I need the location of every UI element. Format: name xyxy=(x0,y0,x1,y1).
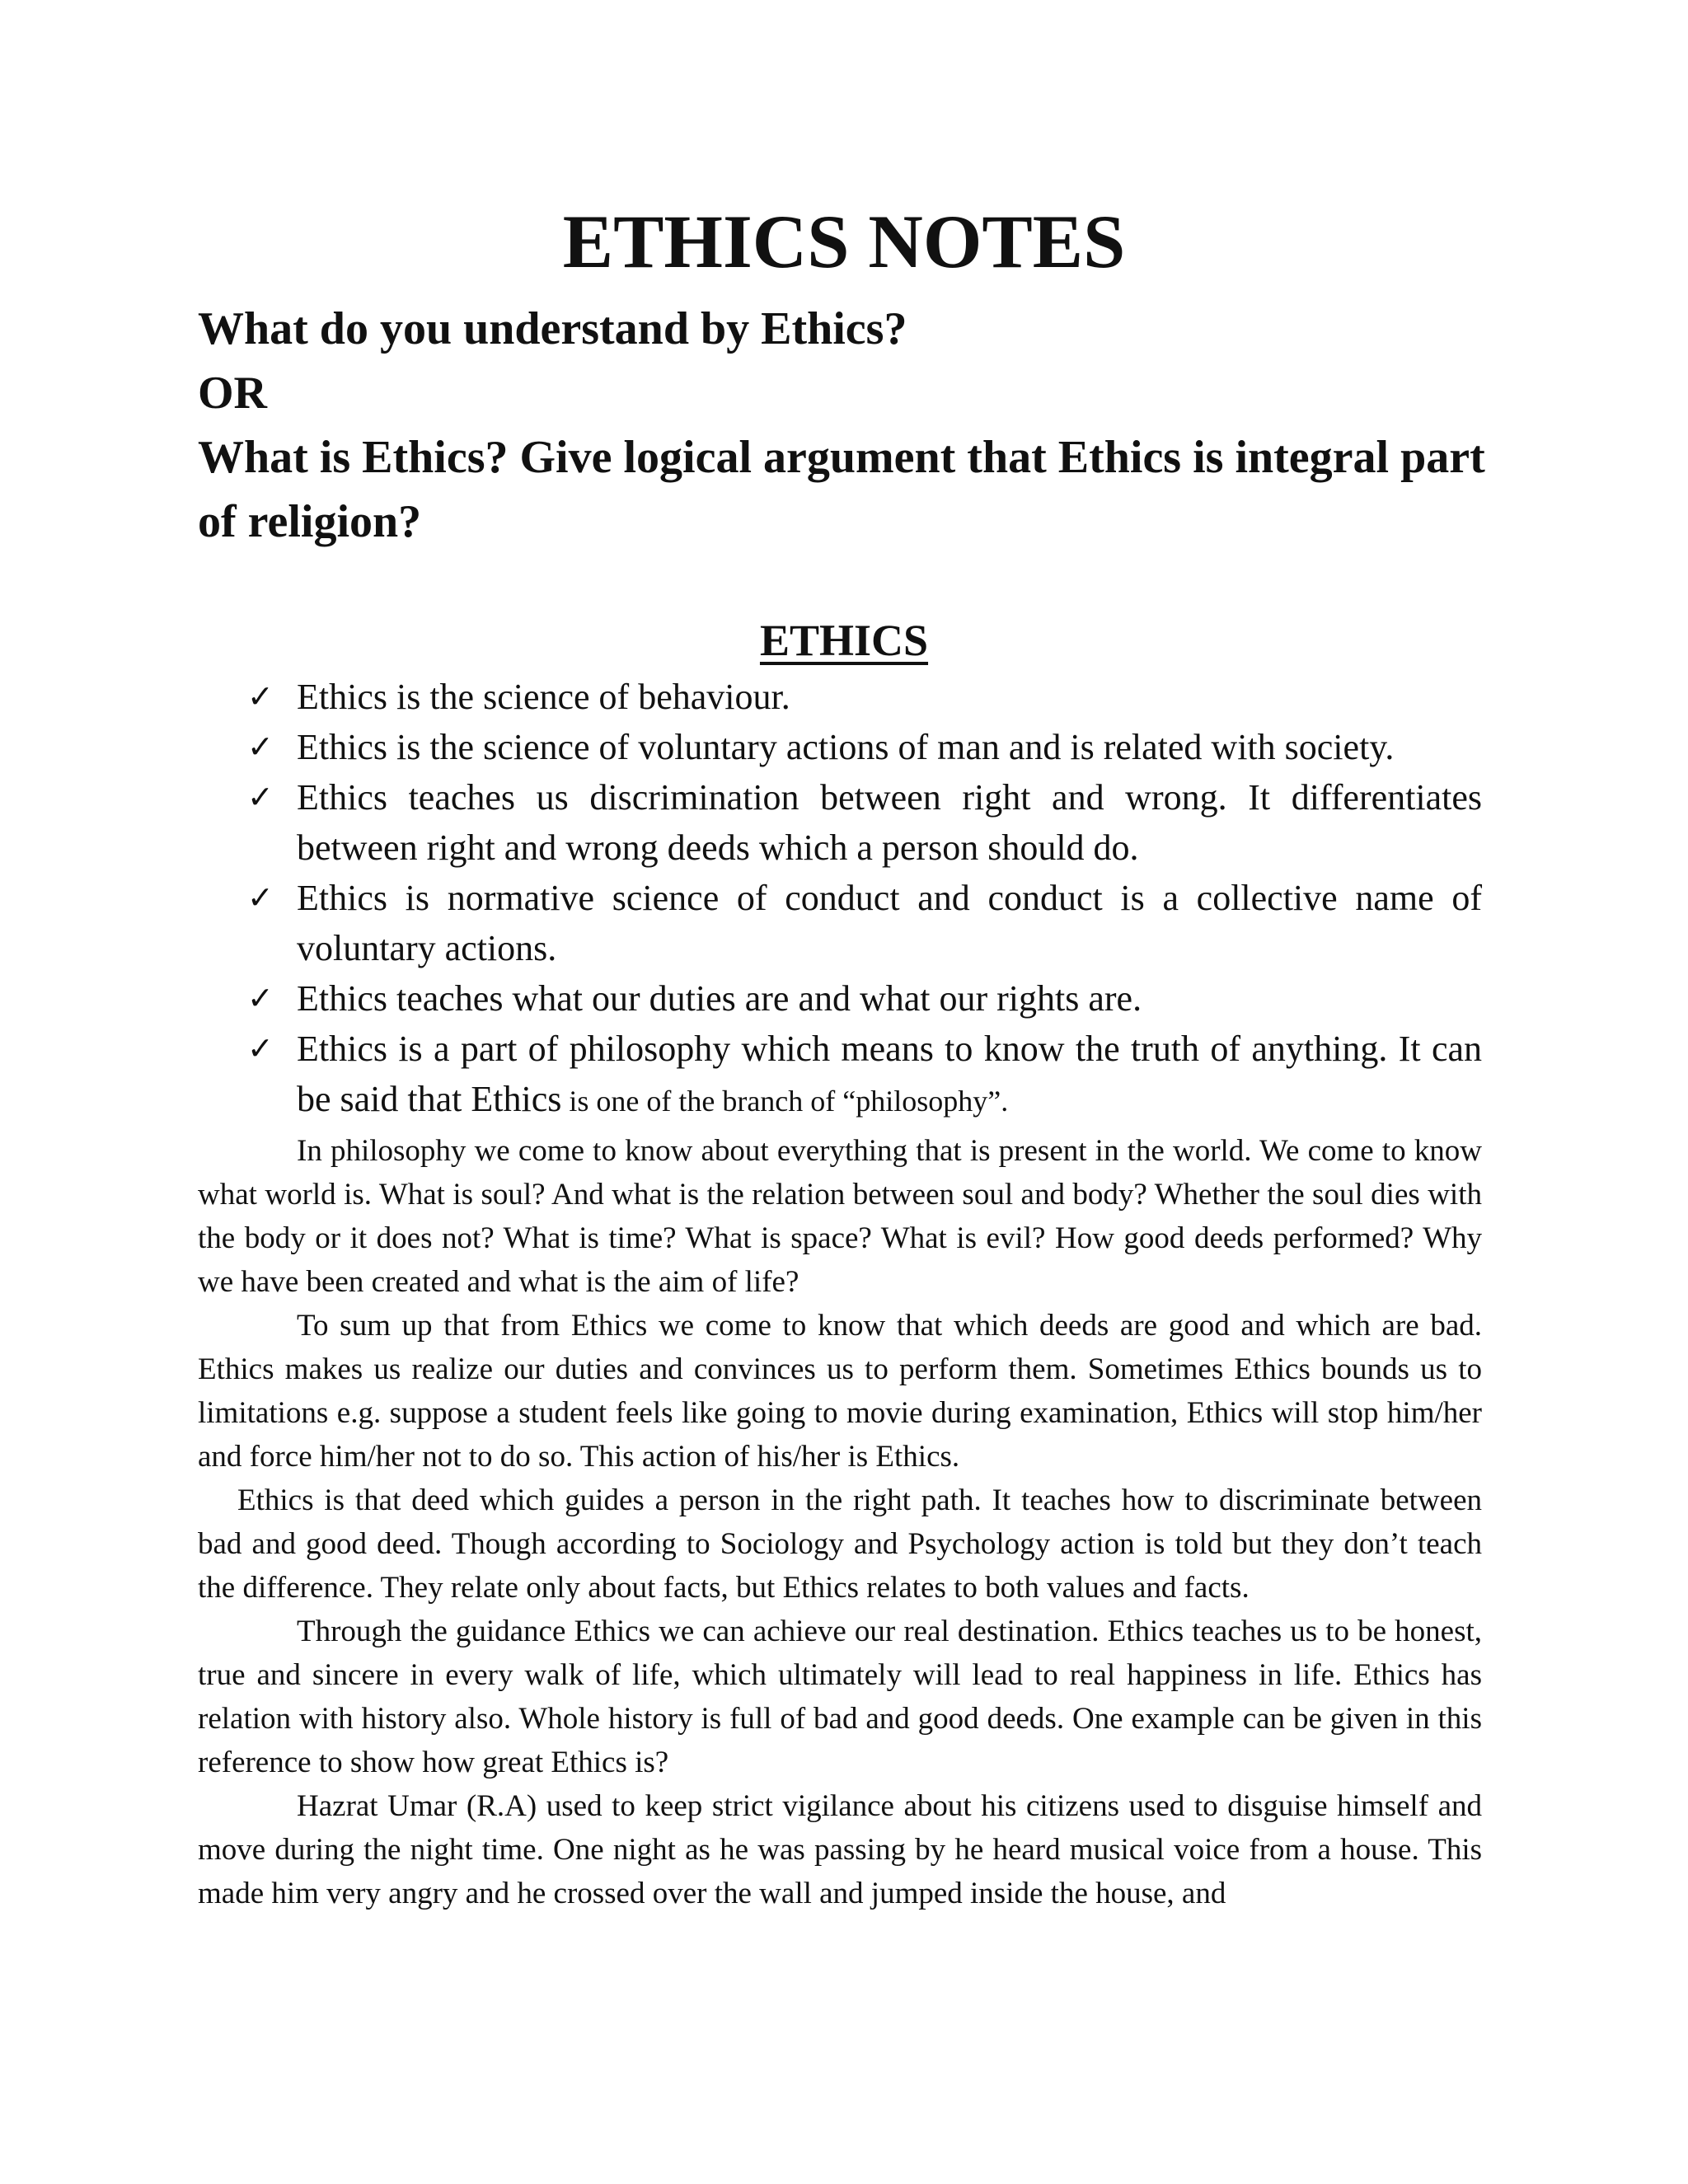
section-heading: ETHICS xyxy=(759,616,929,665)
question-1: What do you understand by Ethics? xyxy=(198,303,907,354)
bullet-item xyxy=(247,722,1482,772)
bullet-text-tail: is one of the branch of “philosophy”. xyxy=(561,1085,1009,1118)
paragraph-destination: Through the guidance Ethics we can achieve our real destination. Ethics teaches us to be honest, true and sincere in every walk of life, which ultimately will lead to real happiness in life. Ethics has relation with history also. Whole history is full of bad and good deeds. One example can be given in this reference to show how great Ethics is? xyxy=(198,1615,1482,1779)
check-icon: ✓ xyxy=(247,678,274,715)
bullet-item xyxy=(247,1024,1482,1127)
bullet-text: Ethics is the science of voluntary actions of man and is related with society. xyxy=(297,727,1395,767)
bullet-item xyxy=(247,873,1482,973)
check-icon: ✓ xyxy=(247,980,274,1016)
question-or: OR xyxy=(198,368,267,419)
bullet-item xyxy=(247,672,1482,722)
paragraph-summary: To sum up that from Ethics we come to know that which deeds are good and which are bad. Ethics makes us realize our duties and convinces us to perform them. Sometimes Ethics bounds us to limitations e.g. suppose a student feels like going to movie during examination, Ethics will stop him/her and force him/her not to do so. This action of his/her is Ethics. xyxy=(198,1309,1482,1474)
paragraph-hazrat-umar: Hazrat Umar (R.A) used to keep strict vigilance about his citizens used to disguise himself and move during the night time. One night as he was passing by he heard musical voice from a house. This made him very angry and he crossed over the wall and jumped inside the house, and xyxy=(198,1789,1482,1910)
check-icon: ✓ xyxy=(247,1030,274,1066)
question-2: What is Ethics? Give logical argument that Ethics is integral part of religion? xyxy=(198,432,1485,547)
body-text xyxy=(198,1129,1482,1915)
check-icon: ✓ xyxy=(247,879,274,916)
paragraph-philosophy: In philosophy we come to know about everything that is present in the world. We come to know what world is. What is soul? And what is the relation between soul and body? Whether the soul dies with the body or it does not? What is time? What is space? What is evil? How good deeds performed? Why we have been created and what is the aim of life? xyxy=(198,1134,1482,1299)
bullet-text: Ethics teaches what our duties are and what our rights are. xyxy=(297,978,1142,1019)
check-icon: ✓ xyxy=(247,779,274,815)
check-icon: ✓ xyxy=(247,729,274,765)
document-title: ETHICS NOTES xyxy=(562,199,1126,284)
bullet-text: Ethics is a part of philosophy which means to know the truth of anything. It can be said that Ethics xyxy=(297,1029,1482,1119)
bullet-text: Ethics is the science of behaviour. xyxy=(297,677,790,717)
bullet-text: Ethics is normative science of conduct and conduct is a collective name of voluntary actions. xyxy=(297,878,1482,968)
bullet-item xyxy=(247,973,1482,1024)
question-block xyxy=(198,297,1500,554)
bullet-text: Ethics teaches us discrimination between right and wrong. It differentiates between right and wrong deeds which a person should do. xyxy=(297,777,1482,868)
paragraph-guidance: Ethics is that deed which guides a person in the right path. It teaches how to discriminate between bad and good deed. Though according to Sociology and Psychology action is told but they don’t teach the difference. They relate only about facts, but Ethics relates to both values and facts. xyxy=(198,1483,1482,1605)
ethics-bullet-list xyxy=(247,672,1482,1127)
bullet-item xyxy=(247,772,1482,873)
